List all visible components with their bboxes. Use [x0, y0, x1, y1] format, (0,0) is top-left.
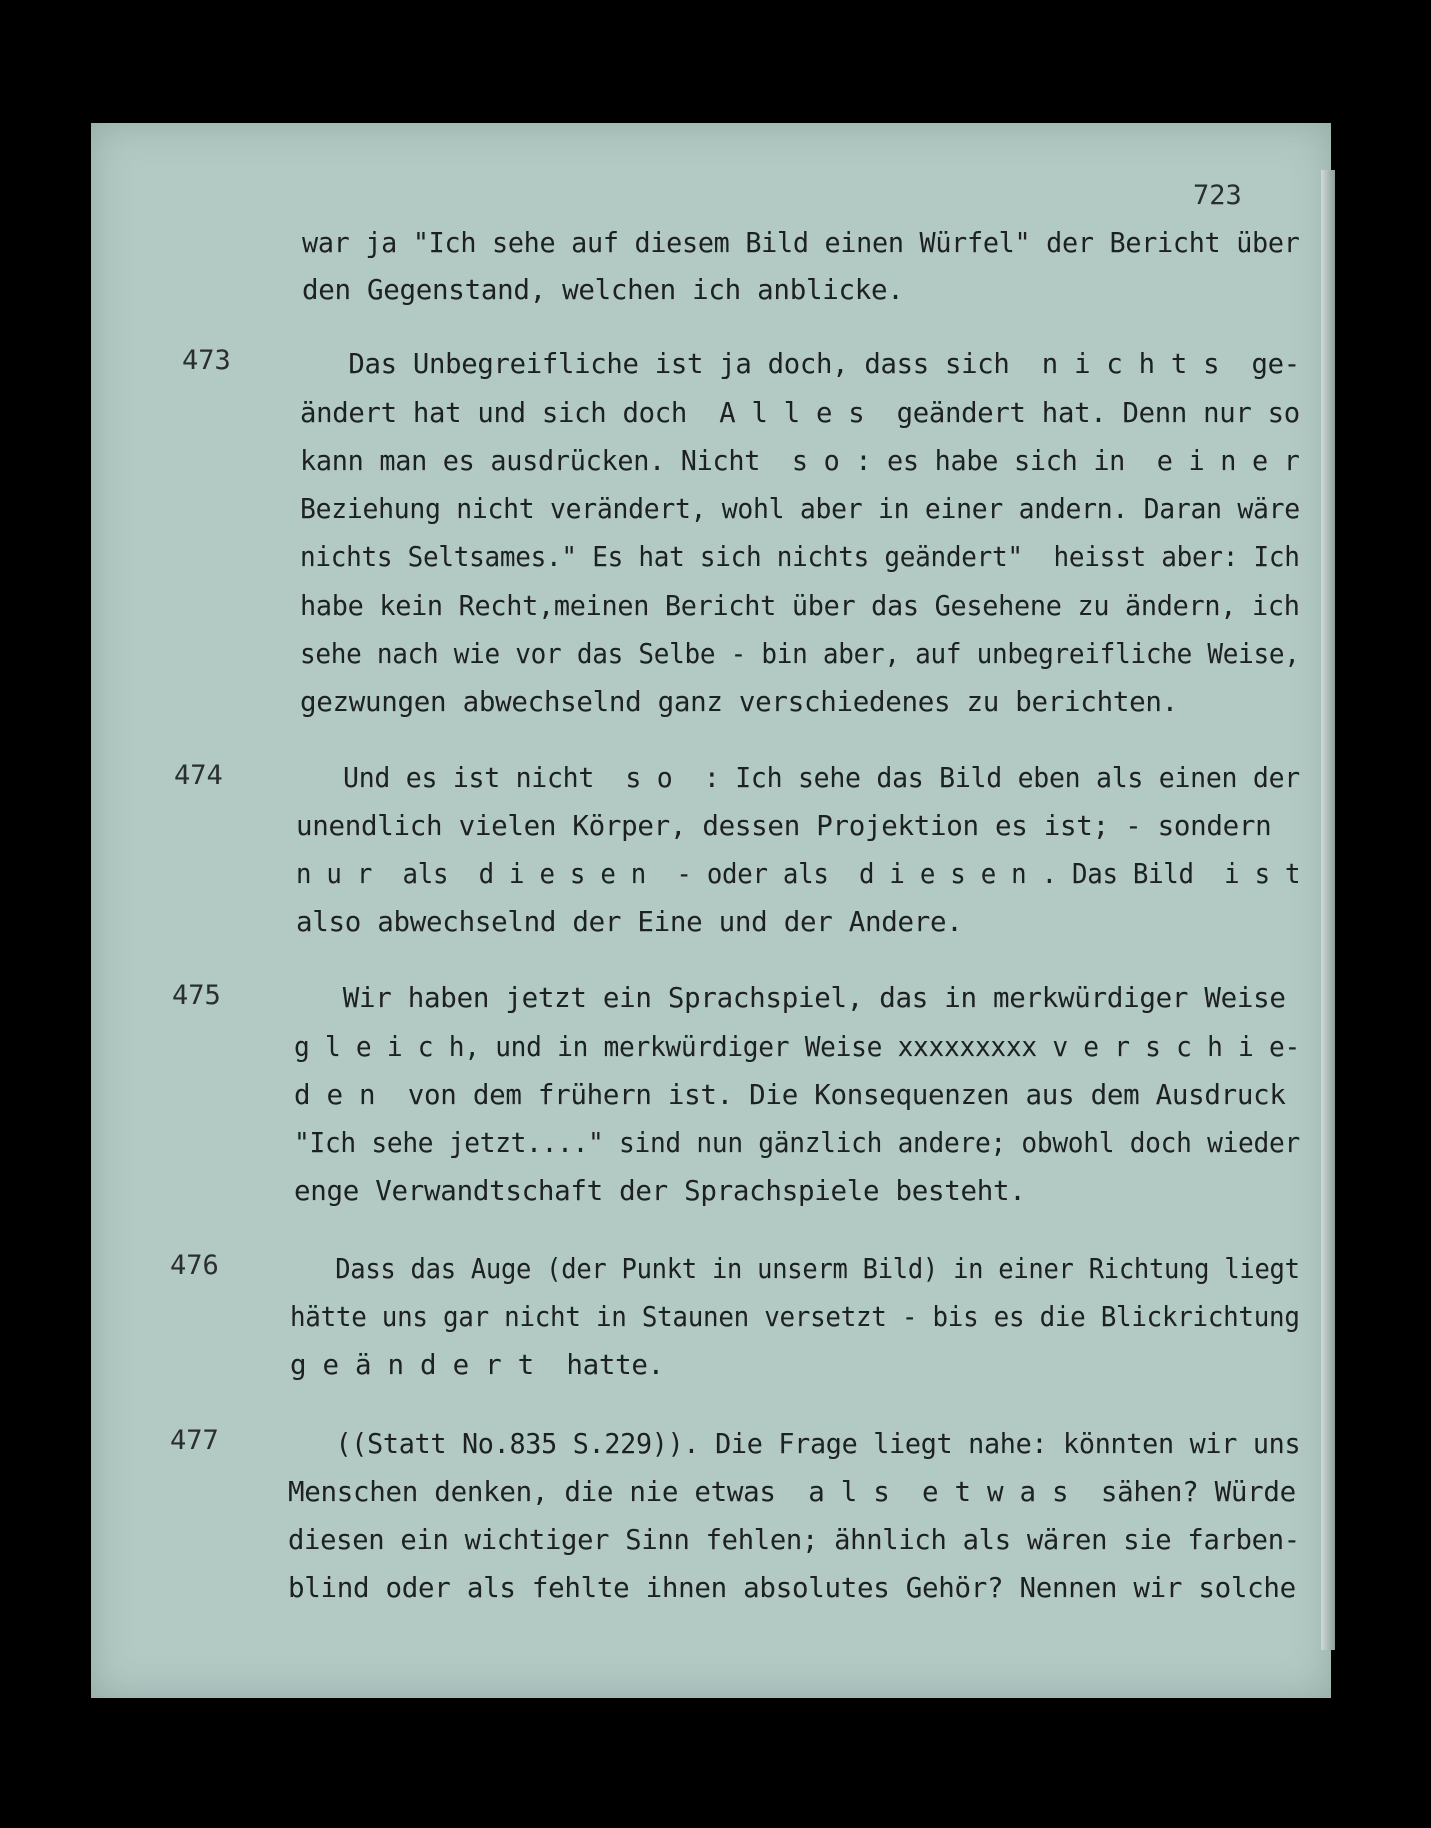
text-line: war ja "Ich sehe auf diesem Bild einen Würfel" der Bericht über — [302, 227, 1300, 259]
text-line: den Gegenstand, welchen ich anblicke. — [302, 274, 904, 306]
section-number: 474 — [174, 760, 223, 791]
text-line: ((Statt No.835 S.229)). Die Frage liegt nahe: könnten wir uns — [288, 1428, 1301, 1460]
text-line: also abwechselnd der Eine und der Andere. — [296, 906, 963, 938]
text-line: Dass das Auge (der Punkt in unserm Bild) in einer Richtung liegt — [290, 1253, 1300, 1285]
text-line: Beziehung nicht verändert, wohl aber in einer andern. Daran wäre — [300, 493, 1300, 525]
page-edge-strip — [1321, 170, 1335, 1650]
text-line: gezwungen abwechselnd ganz verschiedenes zu berichten. — [300, 686, 1178, 718]
section-number: 476 — [170, 1250, 219, 1281]
text-line: blind oder als fehlte ihnen absolutes Gehör? Nennen wir solche — [288, 1572, 1296, 1604]
text-line: n u r als d i e s e n - oder als d i e s e n . Das Bild i s t — [296, 858, 1301, 890]
section-number: 477 — [170, 1425, 219, 1456]
text-line: sehe nach wie vor das Selbe - bin aber, auf unbegreifliche Weise, — [300, 638, 1300, 670]
text-line: Menschen denken, die nie etwas a l s e t w a s sähen? Würde — [288, 1476, 1296, 1508]
text-line: unendlich vielen Körper, dessen Projektion es ist; - sondern — [296, 810, 1272, 842]
section-number: 475 — [172, 980, 221, 1011]
text-line: g e ä n d e r t hatte. — [290, 1349, 664, 1381]
text-line: nichts Seltsames." Es hat sich nichts geändert" heisst aber: Ich — [300, 541, 1300, 573]
text-line: "Ich sehe jetzt...." sind nun gänzlich andere; obwohl doch wieder — [294, 1127, 1300, 1159]
page-number: 723 — [1193, 180, 1242, 211]
text-line: Das Unbegreifliche ist ja doch, dass sich n i c h t s ge- — [300, 348, 1300, 380]
text-line: Wir haben jetzt ein Sprachspiel, das in merkwürdiger Weise — [294, 982, 1286, 1014]
section-number: 473 — [182, 345, 231, 376]
text-line: kann man es ausdrücken. Nicht s o : es habe sich in e i n e r — [300, 445, 1300, 477]
text-line: ändert hat und sich doch A l l e s geändert hat. Denn nur so — [300, 397, 1300, 429]
text-line: g l e i c h, und in merkwürdiger Weise xxxxxxxxx v e r s c h i e- — [294, 1031, 1300, 1063]
text-line: habe kein Recht,meinen Bericht über das Gesehene zu ändern, ich — [300, 590, 1300, 622]
text-line: Und es ist nicht s o : Ich sehe das Bild eben als einen der — [296, 762, 1301, 794]
text-line: enge Verwandtschaft der Sprachspiele besteht. — [294, 1175, 1026, 1207]
text-line: diesen ein wichtiger Sinn fehlen; ähnlich als wären sie farben- — [288, 1524, 1300, 1556]
text-line: d e n von dem frühern ist. Die Konsequenzen aus dem Ausdruck — [294, 1079, 1286, 1111]
text-line: hätte uns gar nicht in Staunen versetzt - bis es die Blickrichtung — [290, 1301, 1300, 1333]
